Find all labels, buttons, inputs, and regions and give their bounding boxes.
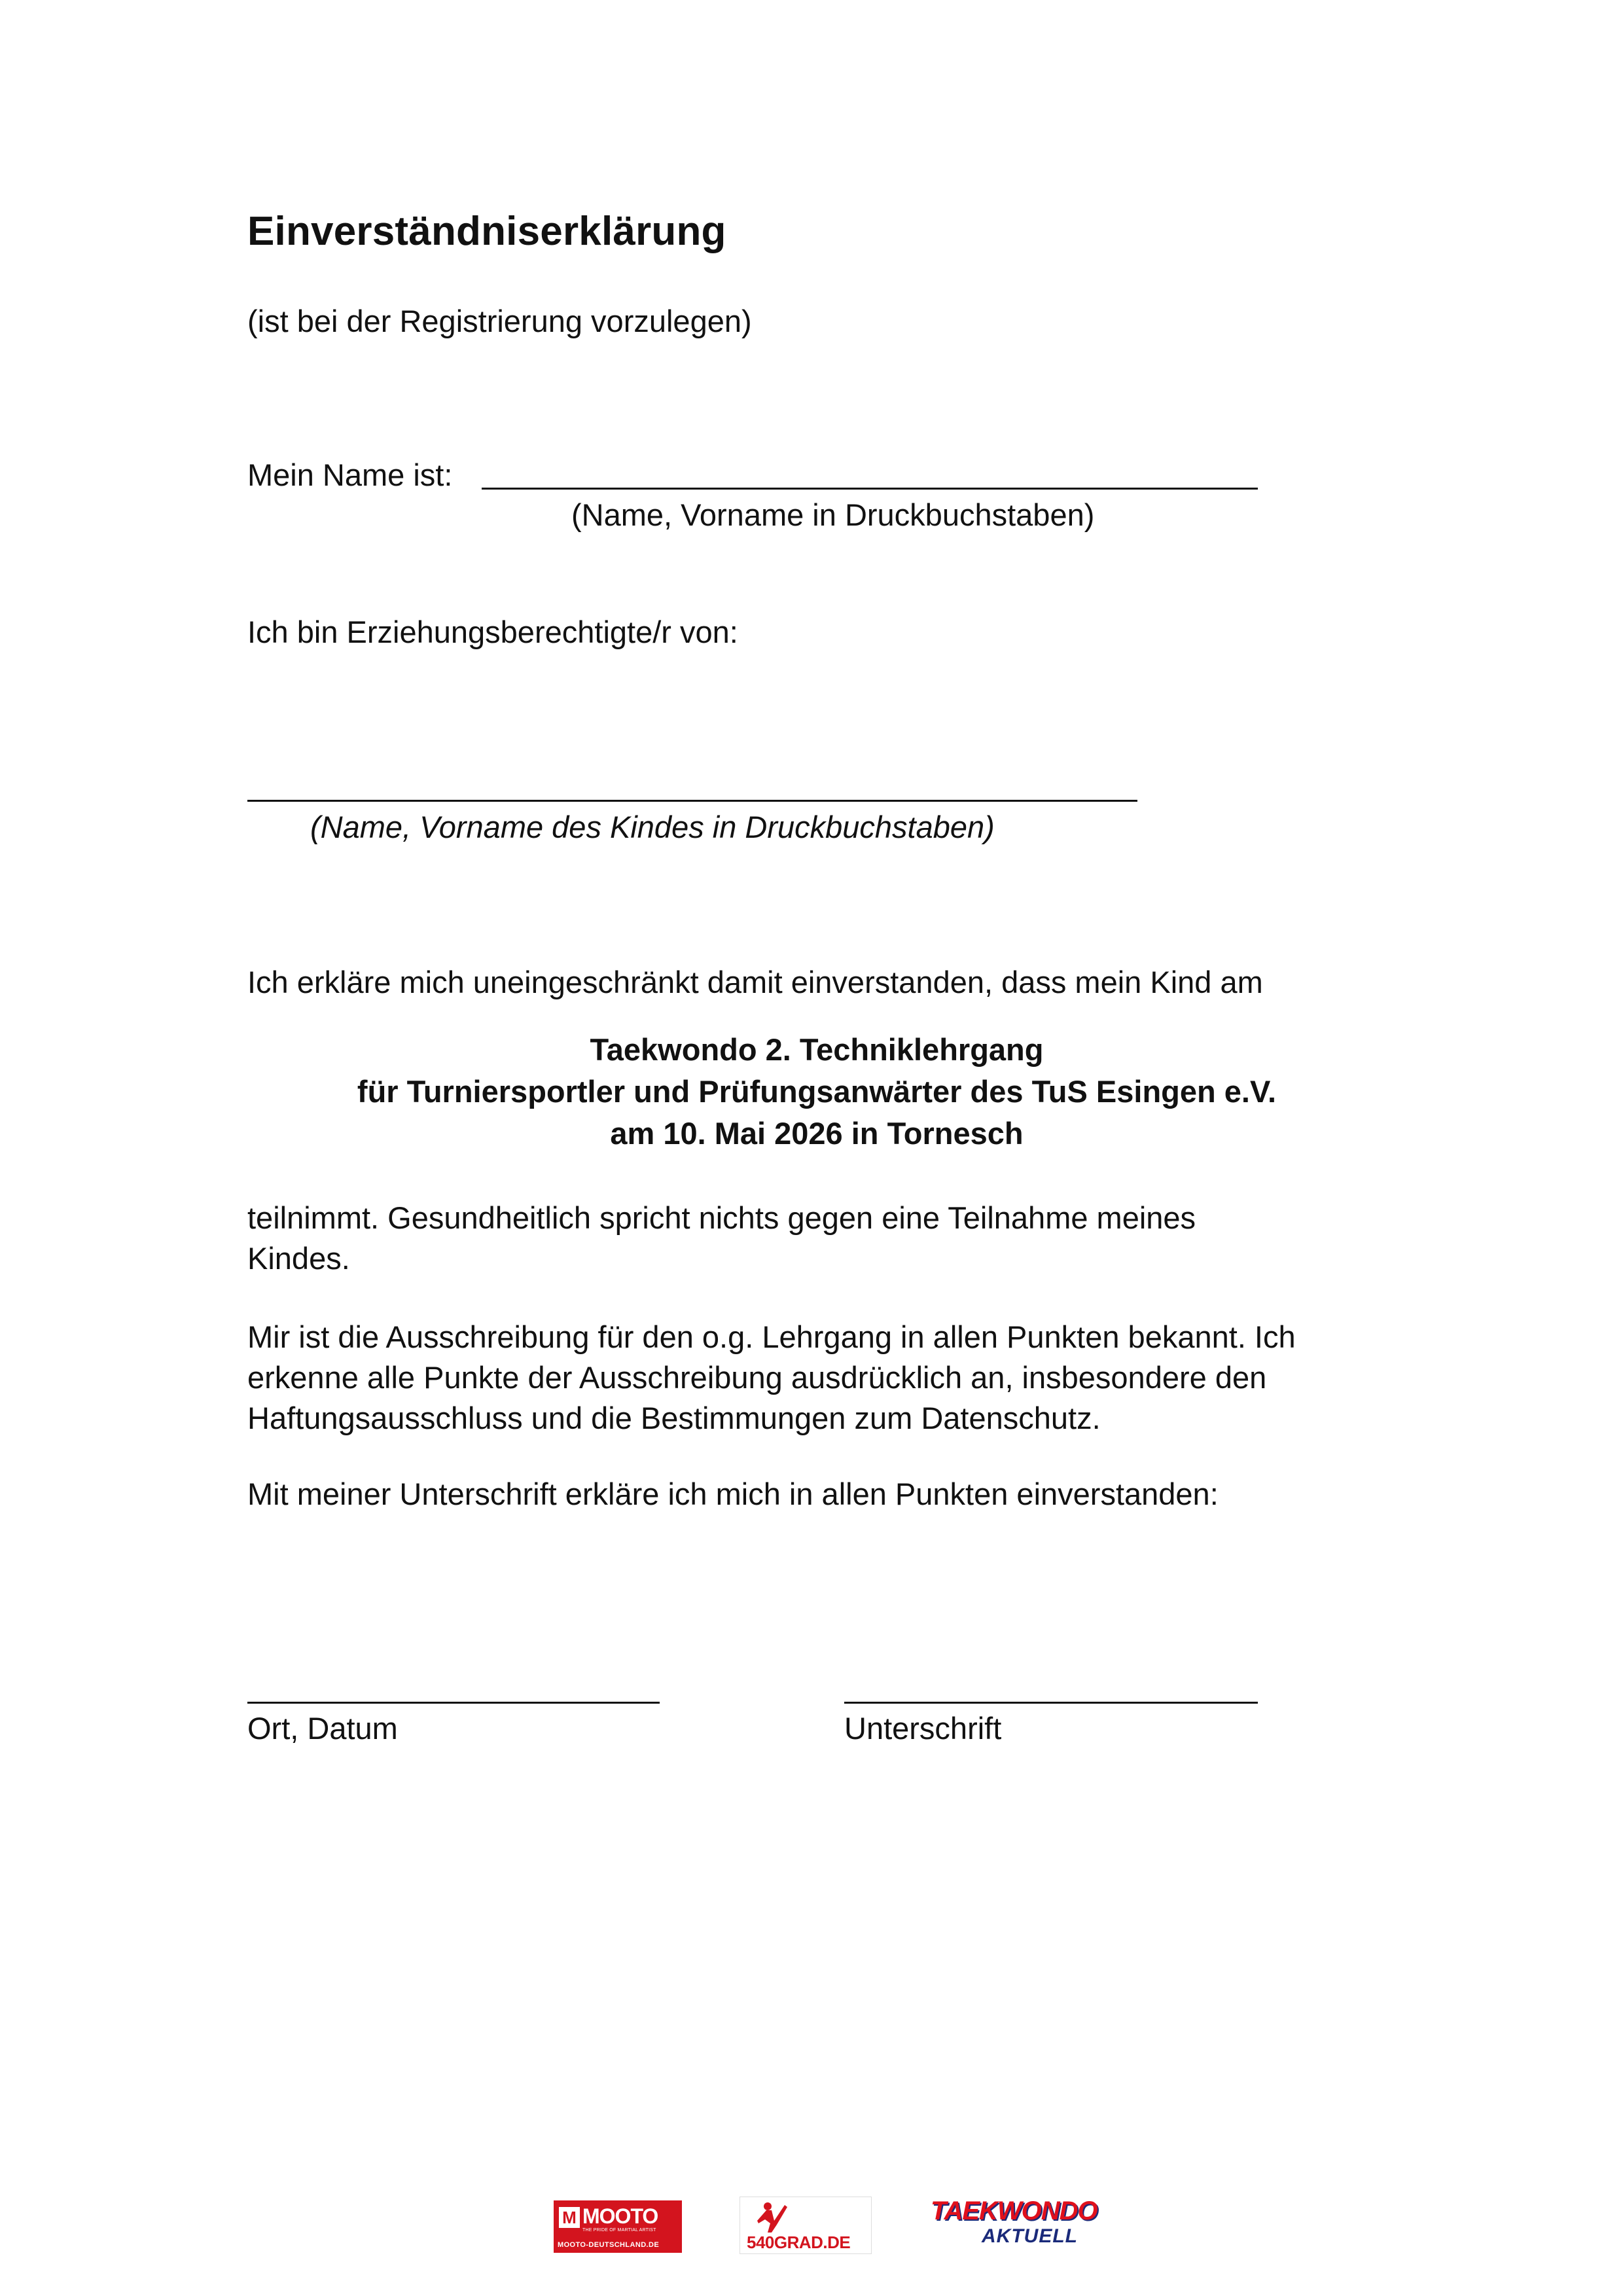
event-block xyxy=(247,1029,1386,1155)
event-date-location: am 10. Mai 2026 in Tornesch xyxy=(610,1116,1024,1151)
name-input-line[interactable] xyxy=(482,488,1258,490)
participation-line: Kindes. xyxy=(247,1241,350,1276)
kicking-figure-icon xyxy=(752,2201,791,2234)
signature-intro: Mit meiner Unterschrift erkläre ich mich in allen Punkten einverstanden: xyxy=(247,1477,1219,1511)
place-date-label: Ort, Datum xyxy=(247,1711,398,1746)
consent-intro: Ich erkläre mich uneingeschränkt damit einverstanden, dass mein Kind am xyxy=(247,965,1263,999)
terms-line: erkenne alle Punkte der Ausschreibung ausdrücklich an, insbesondere den xyxy=(247,1360,1267,1395)
taekwondo-aktuell-line2: AKTUELL xyxy=(982,2225,1078,2247)
event-title: Taekwondo 2. Techniklehrgang xyxy=(590,1032,1044,1067)
guardian-field-label: Ich bin Erziehungsberechtigte/r von: xyxy=(247,615,738,649)
name-field-label: Mein Name ist: xyxy=(247,457,453,492)
mooto-logo-name: MOOTO xyxy=(582,2204,658,2228)
page-subtitle: (ist bei der Registrierung vorzulegen) xyxy=(247,304,752,338)
taekwondo-aktuell-line1: TAEKWONDO xyxy=(931,2197,1097,2225)
540grad-logo-name: 540GRAD.DE xyxy=(747,2233,851,2252)
child-name-hint: (Name, Vorname des Kindes in Druckbuchstaben) xyxy=(310,810,995,844)
name-field-hint: (Name, Vorname in Druckbuchstaben) xyxy=(571,497,1095,532)
terms-line: Haftungsausschluss und die Bestimmungen zum Datenschutz. xyxy=(247,1401,1101,1435)
mooto-logo-site: MOOTO-DEUTSCHLAND.DE xyxy=(558,2241,660,2249)
signature-input-line[interactable] xyxy=(844,1702,1258,1704)
participation-line: teilnimmt. Gesundheitlich spricht nichts gegen eine Teilnahme meines xyxy=(247,1200,1196,1235)
terms-line: Mir ist die Ausschreibung für den o.g. Lehrgang in allen Punkten bekannt. Ich xyxy=(247,1319,1296,1354)
terms-paragraph xyxy=(247,1317,1425,1439)
mooto-logo xyxy=(554,2200,682,2253)
taekwondo-aktuell-logo xyxy=(929,2197,1097,2255)
mooto-emblem-icon: M xyxy=(559,2207,580,2228)
event-audience: für Turniersportler und Prüfungsanwärter des TuS Esingen e.V. xyxy=(357,1074,1277,1109)
page-title: Einverständniserklärung xyxy=(247,209,726,254)
participation-paragraph xyxy=(247,1198,1425,1279)
child-name-input-line[interactable] xyxy=(247,800,1137,802)
signature-label: Unterschrift xyxy=(844,1711,1002,1746)
540grad-logo xyxy=(740,2197,872,2254)
place-date-input-line[interactable] xyxy=(247,1702,660,1704)
mooto-logo-tagline: THE PRIDE OF MARTIAL ARTIST xyxy=(582,2228,656,2233)
